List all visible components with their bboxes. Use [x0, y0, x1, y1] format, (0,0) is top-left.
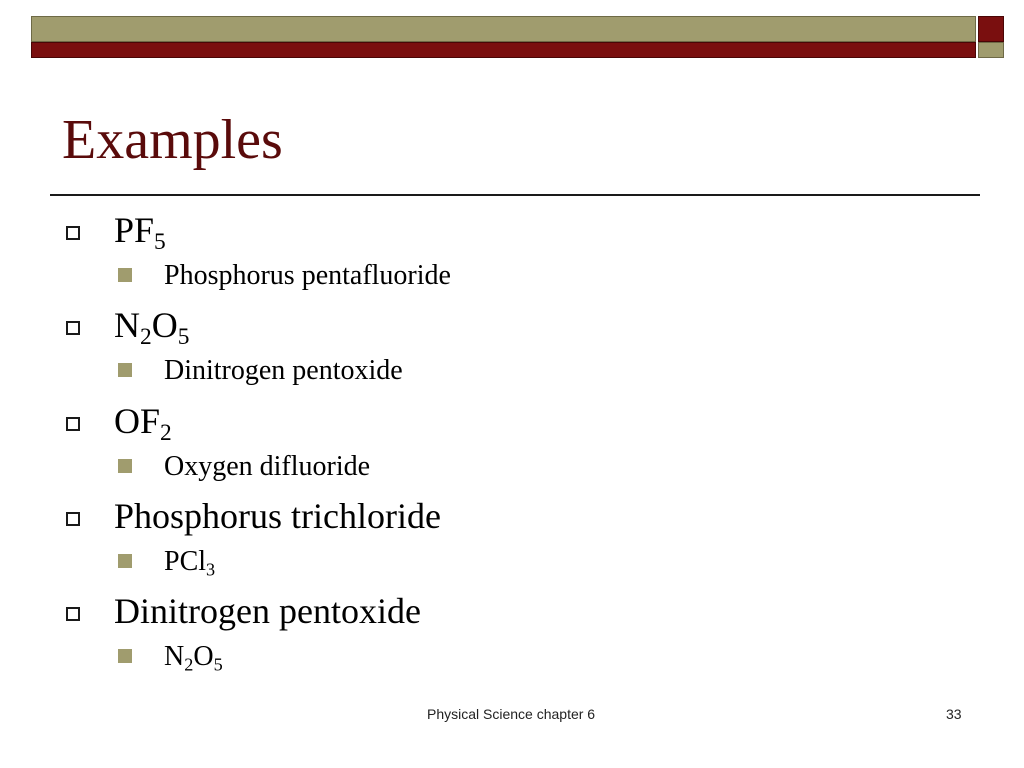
compound-name-text: Phosphorus trichloride — [114, 496, 441, 536]
hollow-square-bullet-icon — [66, 226, 80, 240]
compound-name-text: Phosphorus pentafluoride — [164, 260, 451, 291]
formula-text: $OF_2$ — [114, 401, 172, 447]
compound-name-text: Dinitrogen pentoxide — [114, 591, 421, 631]
slide-number: 33 — [946, 706, 962, 722]
bullet-dinitrogen-pentoxide — [66, 593, 421, 629]
hollow-square-bullet-icon — [66, 321, 80, 335]
filled-square-bullet-icon — [118, 459, 132, 473]
bullet-of2 — [66, 401, 172, 447]
filled-square-bullet-icon — [118, 268, 132, 282]
bullet-phosphorus-trichloride — [66, 498, 441, 534]
formula-text: $N_2O_5$ — [164, 641, 223, 675]
sub-bullet-oxygen-difluoride — [118, 453, 370, 481]
formula-text: $N_2O_5$ — [114, 305, 190, 351]
sub-bullet-phosphorus-pentafluoride — [118, 262, 451, 290]
bullet-pf5 — [66, 210, 166, 256]
slide-title: Examples — [62, 109, 283, 171]
sub-bullet-dinitrogen-pentoxide — [118, 357, 403, 385]
formula-text: $PF_5$ — [114, 210, 166, 256]
compound-name-text: Dinitrogen pentoxide — [164, 355, 403, 386]
sub-bullet-pcl3 — [118, 546, 216, 580]
bullet-n2o5 — [66, 305, 190, 351]
hollow-square-bullet-icon — [66, 512, 80, 526]
filled-square-bullet-icon — [118, 363, 132, 377]
footer-text: Physical Science chapter 6 — [427, 706, 596, 722]
compound-name-text: Oxygen difluoride — [164, 451, 371, 482]
sub-bullet-n2o5 — [118, 641, 223, 675]
hollow-square-bullet-icon — [66, 417, 80, 431]
filled-square-bullet-icon — [118, 649, 132, 663]
filled-square-bullet-icon — [118, 554, 132, 568]
formula-text: PCl$_3$ — [164, 546, 216, 580]
hollow-square-bullet-icon — [66, 607, 80, 621]
